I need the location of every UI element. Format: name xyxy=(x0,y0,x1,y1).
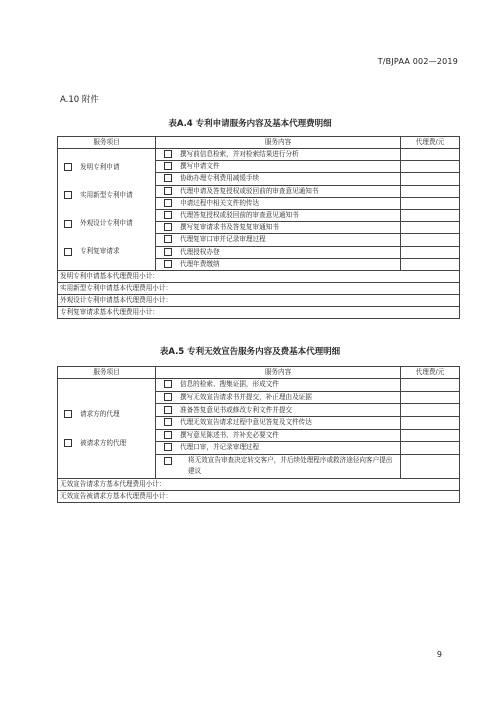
subtotal-row xyxy=(58,479,460,491)
fee-cell[interactable] xyxy=(401,197,460,209)
subtotal-row xyxy=(58,271,460,283)
checkbox-icon[interactable] xyxy=(64,248,72,256)
checkbox-icon[interactable] xyxy=(164,150,172,158)
header-service-content: 服务内容 xyxy=(156,367,401,379)
checkbox-icon[interactable] xyxy=(164,223,172,231)
service-content: 代理复审口审并记录审理过程 xyxy=(156,234,401,246)
table-header-row xyxy=(58,137,460,149)
checkbox-icon[interactable] xyxy=(164,174,172,182)
service-items-cell xyxy=(58,379,156,479)
service-item: 发明专利申请 xyxy=(64,162,155,173)
service-item: 请求方的代理 xyxy=(64,409,155,420)
subtotal-row xyxy=(58,283,460,295)
service-content: 将无效宣告审查决定转交客户，并后续处理程序或救济途径向客户提出建议 xyxy=(156,454,401,478)
subtotal-label: 无效宣告请求方基本代理费用小计： xyxy=(58,479,460,491)
fee-cell[interactable] xyxy=(401,222,460,234)
document-code: T/BJPAA 002—2019 xyxy=(377,57,458,66)
header-service-content: 服务内容 xyxy=(156,137,401,149)
service-content: 撰写意见陈述书，并补充必要文件 xyxy=(156,429,401,442)
service-content: 准备答复意见书或修改专利文件并提交 xyxy=(156,404,401,417)
subtotal-label: 专利复审请求基本代理费用小计： xyxy=(58,307,460,319)
checkbox-icon[interactable] xyxy=(164,418,172,426)
table-header-row xyxy=(58,367,460,379)
checkbox-icon[interactable] xyxy=(64,220,72,228)
subtotal-row xyxy=(58,307,460,319)
fee-cell[interactable] xyxy=(401,234,460,246)
checkbox-icon[interactable] xyxy=(164,248,172,256)
table-a4-caption: 表A.4 专利申请服务内容及基本代理费明细 xyxy=(168,119,332,129)
checkbox-icon[interactable] xyxy=(164,457,172,465)
fee-cell[interactable] xyxy=(401,391,460,404)
checkbox-icon[interactable] xyxy=(164,431,172,439)
service-content: 撰写无效宣告请求书并提交，补正理由及证据 xyxy=(156,391,401,404)
service-item: 实用新型专利申请 xyxy=(64,190,155,201)
checkbox-icon[interactable] xyxy=(164,162,172,170)
subtotal-label: 外观设计专利申请基本代理费用小计： xyxy=(58,295,460,307)
fee-cell[interactable] xyxy=(401,161,460,173)
header-agency-fee: 代理费/元 xyxy=(401,137,460,149)
header-agency-fee: 代理费/元 xyxy=(401,367,460,379)
service-content: 信息的检索、搜集证据，形成文件 xyxy=(156,379,401,392)
service-content: 代理口审，并记录审理过程 xyxy=(156,442,401,455)
subtotal-label: 发明专利申请基本代理费用小计： xyxy=(58,271,460,283)
table-row xyxy=(58,149,460,161)
fee-cell[interactable] xyxy=(401,416,460,429)
service-content: 撰写申请文件 xyxy=(156,161,401,173)
fee-cell[interactable] xyxy=(401,173,460,185)
fee-cell[interactable] xyxy=(401,258,460,270)
table-a5 xyxy=(57,366,460,503)
subtotal-label: 实用新型专利申请基本代理费用小计： xyxy=(58,283,460,295)
fee-cell[interactable] xyxy=(401,404,460,417)
fee-cell[interactable] xyxy=(401,379,460,392)
page-number: 9 xyxy=(436,650,442,659)
service-items-cell xyxy=(58,149,156,271)
section-title: A.10 附件 xyxy=(60,95,99,105)
fee-cell[interactable] xyxy=(401,246,460,258)
checkbox-icon[interactable] xyxy=(164,235,172,243)
service-content: 撰写前信息检索，并对检索结果进行分析 xyxy=(156,149,401,161)
subtotal-label: 无效宣告被请求方基本代理费用小计： xyxy=(58,491,460,503)
fee-cell[interactable] xyxy=(401,209,460,221)
checkbox-icon[interactable] xyxy=(164,393,172,401)
checkbox-icon[interactable] xyxy=(64,163,72,171)
service-content: 代理无效宣告请求过程中意见答复及文件传达 xyxy=(156,416,401,429)
fee-cell[interactable] xyxy=(401,185,460,197)
fee-cell[interactable] xyxy=(401,149,460,161)
checkbox-icon[interactable] xyxy=(164,380,172,388)
service-content: 代理年费缴纳 xyxy=(156,258,401,270)
service-item: 专利复审请求 xyxy=(64,246,155,257)
subtotal-row xyxy=(58,491,460,503)
checkbox-icon[interactable] xyxy=(164,211,172,219)
table-row xyxy=(58,379,460,392)
fee-cell[interactable] xyxy=(401,442,460,455)
checkbox-icon[interactable] xyxy=(164,199,172,207)
service-content: 代理申请及答复授权或驳回前的审查意见通知书 xyxy=(156,185,401,197)
checkbox-icon[interactable] xyxy=(64,439,72,447)
checkbox-icon[interactable] xyxy=(64,410,72,418)
service-item: 被请求方的代理 xyxy=(64,438,155,449)
service-content: 协助办理专利费用减缓手续 xyxy=(156,173,401,185)
checkbox-icon[interactable] xyxy=(164,406,172,414)
service-content: 代理答复授权或驳回前的审查意见通知书 xyxy=(156,209,401,221)
checkbox-icon[interactable] xyxy=(164,187,172,195)
checkbox-icon[interactable] xyxy=(164,443,172,451)
service-content: 代理授权办登 xyxy=(156,246,401,258)
service-content: 撰写复审请求书及答复复审通知书 xyxy=(156,222,401,234)
subtotal-row xyxy=(58,295,460,307)
table-a4 xyxy=(57,136,460,319)
fee-cell[interactable] xyxy=(401,429,460,442)
service-item: 外观设计专利申请 xyxy=(64,218,155,229)
checkbox-icon[interactable] xyxy=(64,191,72,199)
service-content: 申请过程中相关文件的传达 xyxy=(156,197,401,209)
fee-cell[interactable] xyxy=(401,454,460,478)
checkbox-icon[interactable] xyxy=(164,260,172,268)
header-service-item: 服务项目 xyxy=(58,137,156,149)
header-service-item: 服务项目 xyxy=(58,367,156,379)
table-a5-caption: 表A.5 专利无效宣告服务内容及费基本代理明细 xyxy=(159,347,341,357)
